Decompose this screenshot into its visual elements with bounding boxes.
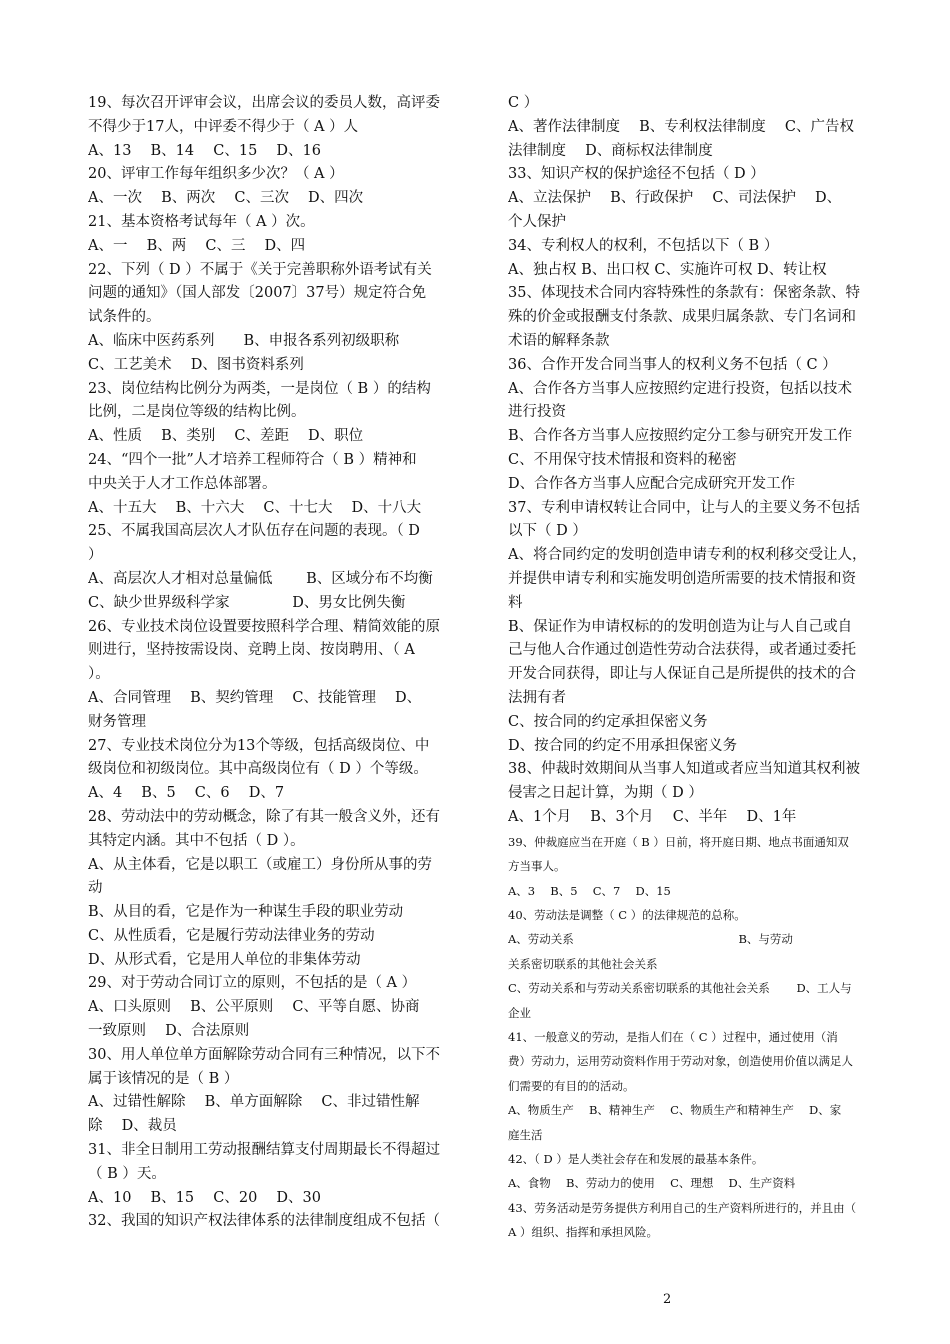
text-line: 个人保护 bbox=[508, 213, 566, 230]
text-line: 料 bbox=[508, 594, 523, 611]
text-line: 29、对于劳动合同订立的原则，不包括的是（ A ） bbox=[88, 975, 417, 992]
text-line: 31、非全日制用工劳动报酬结算支付周期最长不得超过 bbox=[88, 1142, 440, 1159]
text-line: 34、专利权人的权利，不包括以下（ B ） bbox=[508, 237, 779, 254]
text-line: A、高层次人才相对总量偏低 B、区域分布不均衡 bbox=[88, 570, 433, 587]
text-line: 38、仲裁时效期间从当事人知道或者应当知道其权利被 bbox=[508, 761, 860, 778]
text-line: C、不用保守技术情报和资料的秘密 bbox=[508, 451, 737, 468]
text-line: 试条件的。 bbox=[88, 309, 161, 326]
text-line: 27、专业技术岗位分为13个等级，包括高级岗位、中 bbox=[88, 737, 430, 754]
text-line: 费）劳动力，运用劳动资料作用于劳动对象，创造使用价值以满足人 bbox=[508, 1054, 853, 1069]
text-line: 32、我国的知识产权法律体系的法律制度组成不包括（ bbox=[88, 1213, 440, 1230]
text-line: 殊的价金或报酬支付条款、成果归属条款、专门名词和 bbox=[508, 309, 856, 326]
text-line: 庭生活 bbox=[508, 1127, 543, 1142]
left-column bbox=[88, 92, 476, 1234]
text-line: 33、知识产权的保护途径不包括（ D ） bbox=[508, 166, 765, 183]
text-line: ） bbox=[88, 547, 103, 564]
text-line: 26、专业技术岗位设置要按照科学合理、精简效能的原 bbox=[88, 618, 440, 635]
text-line: A、劳动关系 B、与劳动 bbox=[508, 932, 793, 947]
text-line: 侵害之日起计算，为期（ D ） bbox=[508, 785, 703, 802]
text-line: （ B ）天。 bbox=[88, 1165, 166, 1182]
text-line: 术语的解释条款 bbox=[508, 332, 610, 349]
text-line: 42、（ D ）是人类社会存在和发展的最基本条件。 bbox=[508, 1151, 764, 1166]
text-line: A、立法保护 B、行政保护 C、司法保护 D、 bbox=[508, 190, 842, 207]
text-line: 属于该情况的是（ B ） bbox=[88, 1070, 239, 1087]
text-line: A、独占权 B、出口权 C、实施许可权 D、转让权 bbox=[508, 261, 827, 278]
text-line: C ） bbox=[508, 95, 539, 111]
text-line: 级岗位和初级岗位。其中高级岗位有（ D ）个等级。 bbox=[88, 761, 428, 778]
text-line: A、性质 B、类别 C、差距 D、职位 bbox=[88, 428, 364, 445]
text-line: A、过错性解除 B、单方面解除 C、非过错性解 bbox=[88, 1094, 420, 1111]
text-line: D、按合同的约定不用承担保密义务 bbox=[508, 737, 738, 754]
text-line: 30、用人单位单方面解除劳动合同有三种情况，以下不 bbox=[88, 1046, 440, 1063]
text-line: B、保证作为申请权标的的发明创造为让与人自己或自 bbox=[508, 618, 853, 635]
text-line: 开发合同获得，即让与人保证自己是所提供的技术的合 bbox=[508, 666, 856, 683]
text-line: 以下（ D ） bbox=[508, 523, 587, 540]
text-line: A、十五大 B、十六大 C、十七大 D、十八大 bbox=[88, 499, 422, 516]
text-line: D、从形式看，它是用人单位的非集体劳动 bbox=[88, 951, 361, 968]
text-line: A、食物 B、劳动力的使用 C、理想 D、生产资料 bbox=[508, 1176, 796, 1191]
text-line: 28、劳动法中的劳动概念，除了有其一般含义外，还有 bbox=[88, 808, 440, 825]
text-line: A、13 B、14 C、15 D、16 bbox=[88, 142, 321, 159]
text-line: C、劳动关系和与劳动关系密切联系的其他社会关系 D、工人与 bbox=[508, 981, 852, 996]
text-line: A、4 B、5 C、6 D、7 bbox=[88, 785, 285, 802]
text-line: B、合作各方当事人应按照约定分工参与研究开发工作 bbox=[508, 428, 853, 445]
text-line: 进行投资 bbox=[508, 404, 566, 421]
text-line: A、1个月 B、3个月 C、半年 D、1年 bbox=[508, 808, 797, 825]
text-line: 41、一般意义的劳动，是指人们在（ C ）过程中，通过使用（消 bbox=[508, 1029, 838, 1044]
text-line: A、物质生产 B、精神生产 C、物质生产和精神生产 D、家 bbox=[508, 1103, 842, 1118]
text-line: 关系密切联系的其他社会关系 bbox=[508, 956, 658, 971]
text-line: 其特定内涵。其中不包括（ D ）。 bbox=[88, 832, 305, 849]
text-line: 法拥有者 bbox=[508, 689, 566, 706]
text-line: 法律制度 D、商标权法律制度 bbox=[508, 142, 713, 159]
right-column-small bbox=[508, 830, 898, 1245]
text-line: A、从主体看，它是以职工（或雇工）身份所从事的劳 bbox=[88, 856, 432, 873]
text-line: 43、劳务活动是劳务提供方利用自己的生产资料所进行的，并且由（ bbox=[508, 1200, 857, 1215]
text-line: C、缺少世界级科学家 D、男女比例失衡 bbox=[88, 594, 406, 611]
text-line: 动 bbox=[88, 880, 103, 897]
text-line: 中央关于人才工作总体部署。 bbox=[88, 475, 277, 492]
text-line: A、10 B、15 C、20 D、30 bbox=[88, 1189, 321, 1206]
text-line: 39、仲裁庭应当在开庭（ B ）日前，将开庭日期、地点书面通知双 bbox=[508, 834, 849, 849]
text-line: A、临床中医药系列 B、申报各系列初级职称 bbox=[88, 332, 400, 349]
text-line: 财务管理 bbox=[88, 713, 146, 730]
text-line: 24、“四个一批”人才培养工程师符合（ B ）精神和 bbox=[88, 451, 417, 468]
text-line: 40、劳动法是调整（ C ）的法律规范的总称。 bbox=[508, 907, 746, 922]
page-number: 2 bbox=[663, 1292, 672, 1307]
text-line: 19、每次召开评审会议，出席会议的委员人数，高评委 bbox=[88, 95, 440, 111]
text-line: 一致原则 D、合法原则 bbox=[88, 1023, 250, 1040]
text-line: 21、基本资格考试每年（ A ）次。 bbox=[88, 213, 315, 230]
text-line: C、工艺美术 D、图书资料系列 bbox=[88, 356, 304, 373]
text-line: 35、体现技术合同内容特殊性的条款有：保密条款、特 bbox=[508, 285, 860, 302]
text-line: A、一次 B、两次 C、三次 D、四次 bbox=[88, 190, 364, 207]
text-line: 方当事人。 bbox=[508, 859, 566, 874]
text-line: 不得少于17人，中评委不得少于（ A ）人 bbox=[88, 118, 359, 135]
text-line: C、按合同的约定承担保密义务 bbox=[508, 713, 708, 730]
text-line: A、合同管理 B、契约管理 C、技能管理 D、 bbox=[88, 689, 422, 706]
text-line: 们需要的有目的的活动。 bbox=[508, 1078, 635, 1093]
text-line: A、合作各方当事人应按照约定进行投资，包括以技术 bbox=[508, 380, 852, 397]
text-line: A、著作法律制度 B、专利权法律制度 C、广告权 bbox=[508, 118, 854, 135]
text-line: A ）组织、指挥和承担风险。 bbox=[508, 1225, 658, 1240]
text-line: 36、合作开发合同当事人的权利义务不包括（ C ） bbox=[508, 356, 837, 373]
text-line: 己与他人合作通过创造性劳动合法获得，或者通过委托 bbox=[508, 642, 856, 659]
text-line: B、从目的看，它是作为一种谋生手段的职业劳动 bbox=[88, 904, 404, 921]
text-line: 37、专利申请权转让合同中，让与人的主要义务不包括 bbox=[508, 499, 860, 516]
right-column bbox=[508, 92, 898, 1245]
text-line: 除 D、裁员 bbox=[88, 1118, 177, 1135]
text-line: 则进行，坚持按需设岗、竞聘上岗、按岗聘用、（ A bbox=[88, 642, 415, 659]
text-line: D、合作各方当事人应配合完成研究开发工作 bbox=[508, 475, 796, 492]
text-line: 22、下列（ D ）不属于《关于完善职称外语考试有关 bbox=[88, 261, 432, 278]
text-line: ）。 bbox=[88, 666, 110, 683]
text-line: 问题的通知》（国人部发〔2007〕37号）规定符合免 bbox=[88, 285, 427, 302]
text-line: 23、岗位结构比例分为两类，一是岗位（ B ）的结构 bbox=[88, 380, 431, 397]
text-line: A、一 B、两 C、三 D、四 bbox=[88, 237, 306, 254]
text-line: A、口头原则 B、公平原则 C、平等自愿、协商 bbox=[88, 999, 420, 1016]
right-column-main bbox=[508, 92, 898, 830]
text-line: A、将合同约定的发明创造申请专利的权利移交受让人， bbox=[508, 547, 867, 564]
text-line: 20、评审工作每年组织多少次？（ A ） bbox=[88, 166, 344, 183]
text-line: C、从性质看，它是履行劳动法律业务的劳动 bbox=[88, 927, 375, 944]
text-line: A、3 B、5 C、7 D、15 bbox=[508, 883, 671, 898]
text-line: 并提供申请专利和实施发明创造所需要的技术情报和资 bbox=[508, 570, 856, 587]
text-line: 企业 bbox=[508, 1005, 531, 1020]
text-line: 25、不属我国高层次人才队伍存在问题的表现。（ D bbox=[88, 523, 420, 540]
text-line: 比例，二是岗位等级的结构比例。 bbox=[88, 404, 306, 421]
